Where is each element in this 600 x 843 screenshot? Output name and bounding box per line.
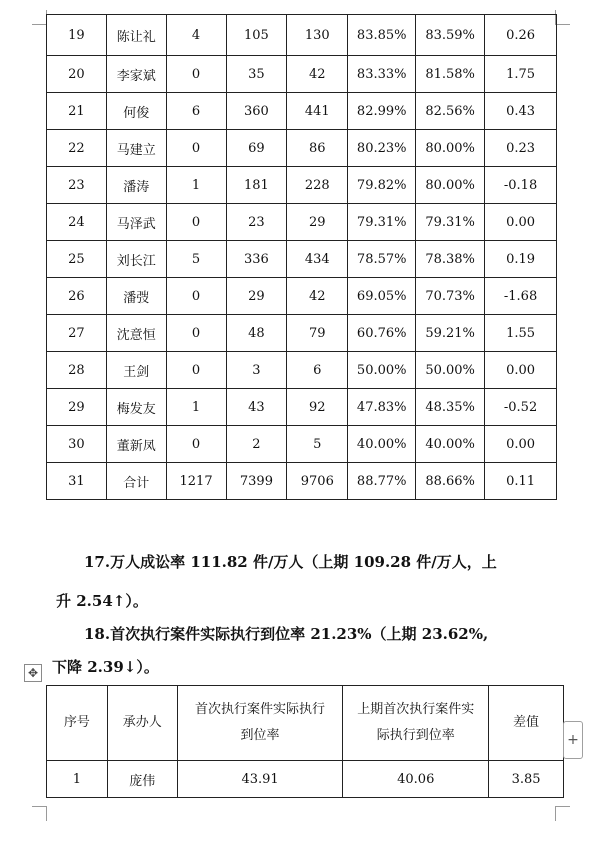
cell-no: 24 [47,204,107,241]
cell-name: 合计 [106,463,166,500]
cell-c1: 0 [166,278,226,315]
add-column-button[interactable]: + [563,721,583,759]
cell-prev-rate: 79.31% [416,204,485,241]
table-row [47,167,557,204]
cell-c1: 1217 [166,463,226,500]
table-move-handle-icon[interactable]: ✥ [24,664,42,682]
cell-c3: 92 [287,389,348,426]
cell-diff: 0.23 [485,130,557,167]
paragraph-17-line2: 升 2.54↑）。 [56,592,148,610]
cell-no: 20 [47,56,107,93]
cell-name: 李家斌 [106,56,166,93]
cell-c2: 29 [226,278,287,315]
cell-name: 王剑 [106,352,166,389]
table-row [47,130,557,167]
cell-rate: 40.00% [348,426,416,463]
header-rate-line1: 首次执行案件实际执行 [195,702,326,717]
execution-rate-table [46,685,564,798]
cell-prev-rate: 78.38% [416,241,485,278]
cell-c3: 9706 [287,463,348,500]
cell-c2: 48 [226,315,287,352]
cell-c2: 69 [226,130,287,167]
table-row [47,352,557,389]
cell-name: 何俊 [106,93,166,130]
cell-c3: 5 [287,426,348,463]
table-row [47,315,557,352]
cell-no: 22 [47,130,107,167]
cell-name: 潘涛 [106,167,166,204]
cell-name: 董新凤 [106,426,166,463]
cell-diff: -1.68 [485,278,557,315]
cell-c1: 6 [166,93,226,130]
cell-no: 19 [47,15,107,56]
table-row [47,93,557,130]
cell-prev-rate: 81.58% [416,56,485,93]
header-prev-line1: 上期首次执行案件实 [357,702,475,717]
cell-c1: 0 [166,56,226,93]
cell-rate: 80.23% [348,130,416,167]
cell-c3: 441 [287,93,348,130]
table-header-row [47,686,564,761]
cell-rate: 43.91 [177,761,343,798]
crop-mark-top-right [555,10,570,25]
cell-c3: 434 [287,241,348,278]
cell-c3: 42 [287,278,348,315]
cell-c2: 3 [226,352,287,389]
cell-c2: 181 [226,167,287,204]
cell-diff: 1.75 [485,56,557,93]
cell-diff: 3.85 [489,761,564,798]
ranking-table [46,14,557,500]
cell-diff: 0.00 [485,204,557,241]
header-rate-line2: 到位率 [240,728,280,743]
cell-c1: 4 [166,15,226,56]
header-rate [177,686,343,761]
table-row [47,463,557,500]
cell-prev-rate: 80.00% [416,130,485,167]
table-row [47,15,557,56]
cell-no: 31 [47,463,107,500]
cell-c1: 5 [166,241,226,278]
cell-rate: 69.05% [348,278,416,315]
cell-rate: 83.85% [348,15,416,56]
cell-c1: 0 [166,204,226,241]
cell-c3: 42 [287,56,348,93]
cell-no: 30 [47,426,107,463]
cell-rate: 47.83% [348,389,416,426]
crop-mark-bottom-right [555,806,570,821]
paragraph-17-line1: 17.万人成讼率 111.82 件/万人（上期 109.28 件/万人，上 [84,553,497,571]
cell-prev-rate: 80.00% [416,167,485,204]
table-row [47,426,557,463]
cell-prev-rate: 48.35% [416,389,485,426]
table-row [47,389,557,426]
cell-c2: 336 [226,241,287,278]
cell-rate: 83.33% [348,56,416,93]
cell-c1: 0 [166,315,226,352]
cell-c3: 29 [287,204,348,241]
cell-no: 29 [47,389,107,426]
cell-prev-rate: 83.59% [416,15,485,56]
cell-c1: 0 [166,426,226,463]
cell-c3: 228 [287,167,348,204]
cell-c3: 6 [287,352,348,389]
header-prev-line2: 际执行到位率 [376,728,455,743]
cell-prev-rate: 50.00% [416,352,485,389]
cell-prev-rate: 88.66% [416,463,485,500]
paragraph-18-line1: 18.首次执行案件实际执行到位率 21.23%（上期 23.62%, [84,625,489,643]
cell-name: 沈意恒 [106,315,166,352]
cell-name: 潘弢 [106,278,166,315]
cell-c1: 1 [166,389,226,426]
cell-prev-rate: 40.06 [343,761,489,798]
cell-rate: 79.31% [348,204,416,241]
cell-diff: 0.19 [485,241,557,278]
cell-rate: 88.77% [348,463,416,500]
cell-no: 21 [47,93,107,130]
cell-rate: 50.00% [348,352,416,389]
header-prev-rate [343,686,489,761]
cell-c2: 35 [226,56,287,93]
cell-rate: 78.57% [348,241,416,278]
cell-c2: 360 [226,93,287,130]
table-row [47,761,564,798]
cell-c3: 79 [287,315,348,352]
cell-prev-rate: 82.56% [416,93,485,130]
cell-handler: 庞伟 [107,761,177,798]
cell-diff: 0.00 [485,352,557,389]
cell-no: 1 [47,761,108,798]
cell-diff: -0.52 [485,389,557,426]
cell-prev-rate: 40.00% [416,426,485,463]
cell-c2: 2 [226,426,287,463]
table-row [47,278,557,315]
crop-mark-bottom-left [32,806,47,821]
cell-no: 26 [47,278,107,315]
cell-diff: 0.11 [485,463,557,500]
crop-mark-top-left [32,10,47,25]
cell-c2: 105 [226,15,287,56]
cell-no: 23 [47,167,107,204]
cell-diff: 0.26 [485,15,557,56]
cell-c3: 86 [287,130,348,167]
cell-name: 马泽武 [106,204,166,241]
header-no: 序号 [47,686,108,761]
cell-name: 刘长江 [106,241,166,278]
cell-no: 25 [47,241,107,278]
cell-c1: 1 [166,167,226,204]
cell-prev-rate: 70.73% [416,278,485,315]
cell-rate: 82.99% [348,93,416,130]
cell-no: 27 [47,315,107,352]
cell-c2: 43 [226,389,287,426]
ranking-table-body [47,15,557,500]
cell-rate: 79.82% [348,167,416,204]
cell-prev-rate: 59.21% [416,315,485,352]
cell-no: 28 [47,352,107,389]
table-row [47,241,557,278]
cell-c1: 0 [166,130,226,167]
cell-c2: 23 [226,204,287,241]
cell-rate: 60.76% [348,315,416,352]
cell-diff: 0.43 [485,93,557,130]
table-row [47,56,557,93]
header-handler: 承办人 [107,686,177,761]
paragraph-18-line2: 下降 2.39↓）。 [52,658,159,676]
cell-diff: 0.00 [485,426,557,463]
cell-name: 马建立 [106,130,166,167]
cell-c1: 0 [166,352,226,389]
cell-diff: 1.55 [485,315,557,352]
cell-c3: 130 [287,15,348,56]
header-diff: 差值 [489,686,564,761]
cell-name: 梅发友 [106,389,166,426]
cell-diff: -0.18 [485,167,557,204]
cell-name: 陈让礼 [106,15,166,56]
cell-c2: 7399 [226,463,287,500]
table-row [47,204,557,241]
